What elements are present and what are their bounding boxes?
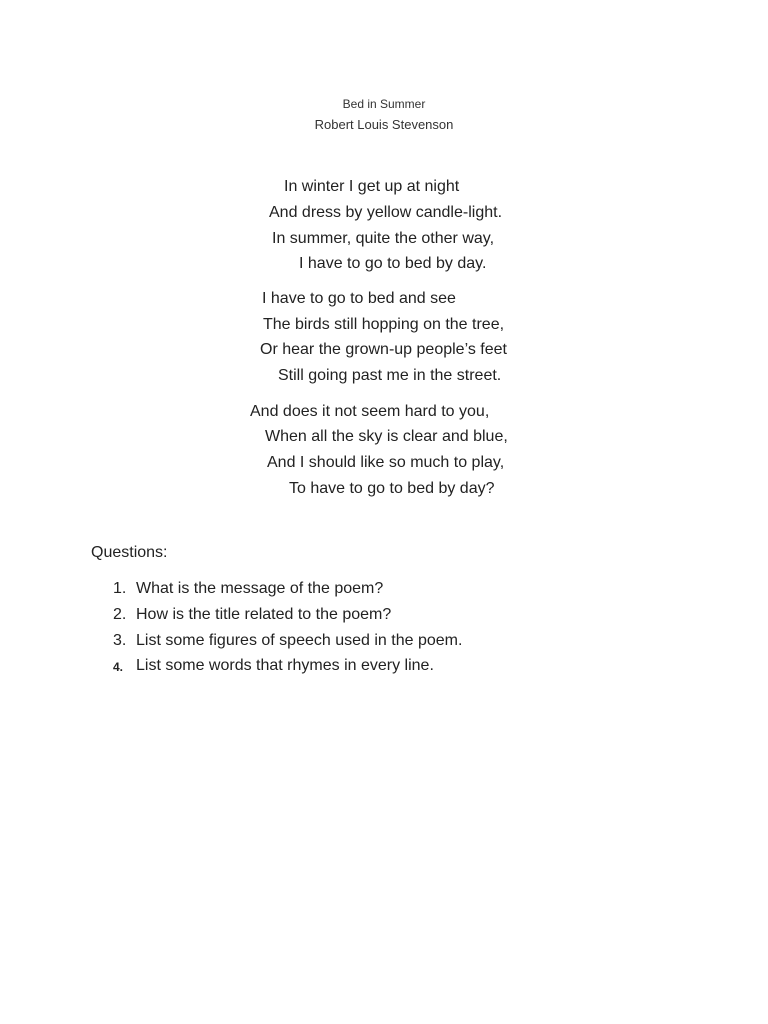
poem-line: And does it not seem hard to you,	[250, 403, 490, 420]
poem-line: The birds still hopping on the tree,	[263, 316, 505, 333]
poem-title: Bed in Summer	[342, 97, 426, 111]
questions-heading: Questions:	[91, 544, 168, 561]
poem-line: To have to go to bed by day?	[289, 480, 495, 497]
poem-line: I have to go to bed and see	[262, 290, 456, 307]
question-text: What is the message of the poem?	[136, 580, 384, 597]
poem-line: Or hear the grown-up people’s feet	[260, 341, 507, 358]
poem-line: And I should like so much to play,	[267, 454, 505, 471]
question-number: 4.	[113, 660, 124, 674]
question-text: How is the title related to the poem?	[136, 606, 392, 623]
question-text: List some words that rhymes in every line.	[136, 657, 434, 674]
poem-line: Still going past me in the street.	[278, 367, 502, 384]
question-number: 3.	[113, 632, 127, 649]
question-number: 2.	[113, 606, 127, 623]
poem-line: I have to go to bed by day.	[299, 255, 487, 272]
poem-author: Robert Louis Stevenson	[314, 117, 454, 132]
poem-line: In winter I get up at night	[284, 178, 460, 195]
poem-line: In summer, quite the other way,	[272, 230, 495, 247]
question-number: 1.	[113, 580, 127, 597]
poem-line: And dress by yellow candle-light.	[269, 204, 503, 221]
poem-line: When all the sky is clear and blue,	[265, 428, 508, 445]
question-text: List some figures of speech used in the poem.	[136, 632, 463, 649]
